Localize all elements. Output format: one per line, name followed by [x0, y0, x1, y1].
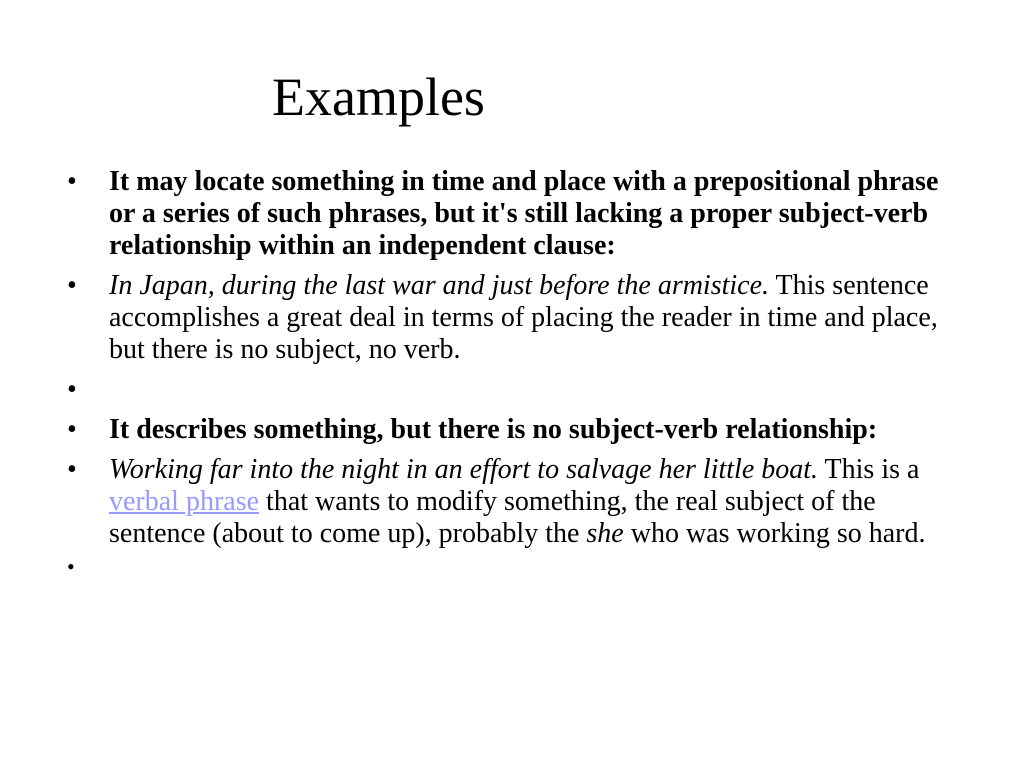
bullet-marker: •	[67, 454, 77, 485]
example-sentence: Working far into the night in an effort to salvage her little boat.	[109, 454, 819, 485]
bullet-text: who was working so hard.	[623, 518, 926, 549]
bullet-marker: •	[67, 374, 77, 405]
bullet-text: This sentence accomplishes a great deal in terms of placing the reader in time and place, but there is no subject, no verb.	[109, 270, 938, 365]
bullet-text: It describes something, but there is no subject-verb relationship:	[109, 414, 878, 445]
bullet-text: that wants to modify something, the real subject of the sentence (about to come up), probably the	[109, 486, 876, 549]
bullet-text: It may locate something in time and place with a prepositional phrase or a series of such phrases, but it's still lacking a proper subject-verb relationship within an independent clause:	[109, 166, 939, 261]
example-sentence: In Japan, during the last war and just before the armistice.	[109, 270, 770, 301]
bullet-marker: •	[67, 270, 77, 301]
bullet-item-empty	[0, 554, 945, 579]
bullet-item	[0, 270, 945, 366]
verbal-phrase-link[interactable]: verbal phrase	[109, 486, 260, 517]
bullet-item	[0, 166, 945, 262]
slide-title: Examples	[272, 67, 485, 127]
bullet-marker: •	[67, 166, 77, 197]
emphasis-word: she	[586, 518, 624, 549]
bullet-item	[0, 414, 945, 446]
bullet-list	[0, 166, 1000, 579]
bullet-text: This is a	[818, 454, 920, 485]
bullet-marker: •	[67, 414, 77, 445]
bullet-marker: •	[67, 554, 75, 579]
bullet-item-empty	[0, 374, 945, 406]
bullet-item	[0, 454, 945, 550]
